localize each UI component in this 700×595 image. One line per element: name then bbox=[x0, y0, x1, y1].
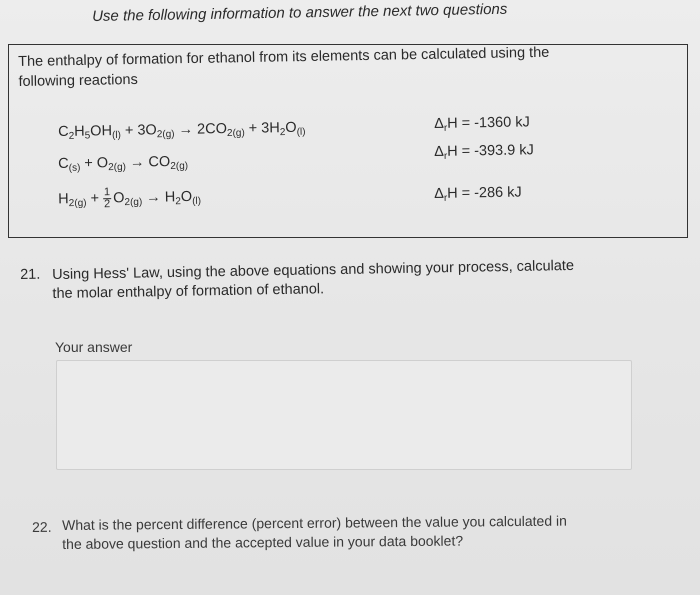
eq1-sub: 2 bbox=[68, 130, 75, 142]
question-21-line-2: the molar enthalpy of formation of ethanol. bbox=[52, 281, 325, 302]
eq1-term: 2CO bbox=[196, 121, 228, 138]
reaction-arrow: → bbox=[142, 189, 165, 206]
eq1-sub: (l) bbox=[111, 129, 122, 142]
eq1-term: OH bbox=[90, 123, 113, 140]
delta-sub: r bbox=[443, 122, 448, 134]
eq3-plus: + bbox=[86, 190, 104, 207]
delta-sub: r bbox=[443, 192, 448, 204]
box-line-2: following reactions bbox=[18, 71, 138, 90]
reaction-arrow: → bbox=[125, 154, 149, 171]
question-22-line-1: What is the percent difference (percent error) between the value you calculated in bbox=[62, 512, 567, 533]
answer-textarea[interactable] bbox=[56, 360, 632, 470]
eq3-sub: (l) bbox=[192, 195, 202, 207]
eq1-sub: 2(g) bbox=[226, 127, 245, 140]
eq1-term: + 3H bbox=[244, 120, 280, 137]
delta-symbol: Δ bbox=[434, 143, 444, 160]
enthalpy-value: H = -286 kJ bbox=[447, 184, 522, 202]
delta-sub: r bbox=[443, 150, 448, 162]
one-half-fraction bbox=[103, 187, 112, 210]
question-22-number: 22. bbox=[32, 518, 52, 535]
eq1-sub: 2 bbox=[279, 127, 286, 139]
eq3-term: O bbox=[180, 188, 193, 206]
box-line-1: The enthalpy of formation for ethanol from its elements can be calculated using the bbox=[18, 44, 550, 70]
question-21-text bbox=[52, 257, 574, 304]
enthalpy-2 bbox=[434, 142, 534, 162]
eq1-term: C bbox=[58, 123, 69, 140]
eq2-sub: (s) bbox=[68, 162, 81, 174]
eq2-sub: 2(g) bbox=[170, 160, 189, 173]
eq1-term: O bbox=[285, 119, 297, 137]
eq3-term: H bbox=[58, 191, 69, 208]
eq3-term: O bbox=[112, 190, 125, 207]
delta-symbol: Δ bbox=[434, 115, 444, 132]
eq1-term: H bbox=[74, 123, 85, 140]
enthalpy-3 bbox=[434, 184, 522, 204]
eq2-term: C bbox=[58, 155, 69, 172]
eq1-term: + 3O bbox=[120, 122, 157, 139]
question-22-line-2: the above question and the accepted value in your data booklet? bbox=[62, 532, 464, 552]
eq2-term: CO bbox=[148, 154, 171, 171]
eq1-sub: 5 bbox=[84, 130, 91, 142]
intro-heading: Use the following information to answer the next two questions bbox=[92, 0, 508, 25]
eq1-sub: (l) bbox=[296, 126, 306, 138]
answer-label: Your answer bbox=[55, 339, 133, 355]
enthalpy-1 bbox=[434, 114, 530, 134]
question-21-number: 21. bbox=[20, 266, 41, 283]
fraction-numerator: 1 bbox=[103, 186, 111, 199]
eq3-term: H bbox=[164, 189, 176, 206]
eq2-sub: 2(g) bbox=[108, 161, 127, 174]
question-21-line-1: Using Hess' Law, using the above equations and showing your process, calculate bbox=[52, 257, 575, 283]
equation-3 bbox=[58, 186, 201, 211]
reaction-arrow: → bbox=[174, 121, 198, 138]
eq2-term: + O bbox=[80, 155, 109, 172]
equation-2 bbox=[58, 154, 188, 174]
eq1-sub: 2(g) bbox=[156, 128, 175, 141]
eq3-sub: 2(g) bbox=[124, 196, 143, 209]
fraction-denominator: 2 bbox=[103, 198, 111, 211]
delta-symbol: Δ bbox=[434, 185, 444, 202]
question-22-text bbox=[62, 512, 567, 554]
enthalpy-value: H = -393.9 kJ bbox=[447, 142, 534, 160]
enthalpy-value: H = -1360 kJ bbox=[447, 114, 530, 132]
eq3-sub: 2 bbox=[175, 196, 181, 208]
eq3-sub: 2(g) bbox=[68, 197, 87, 210]
